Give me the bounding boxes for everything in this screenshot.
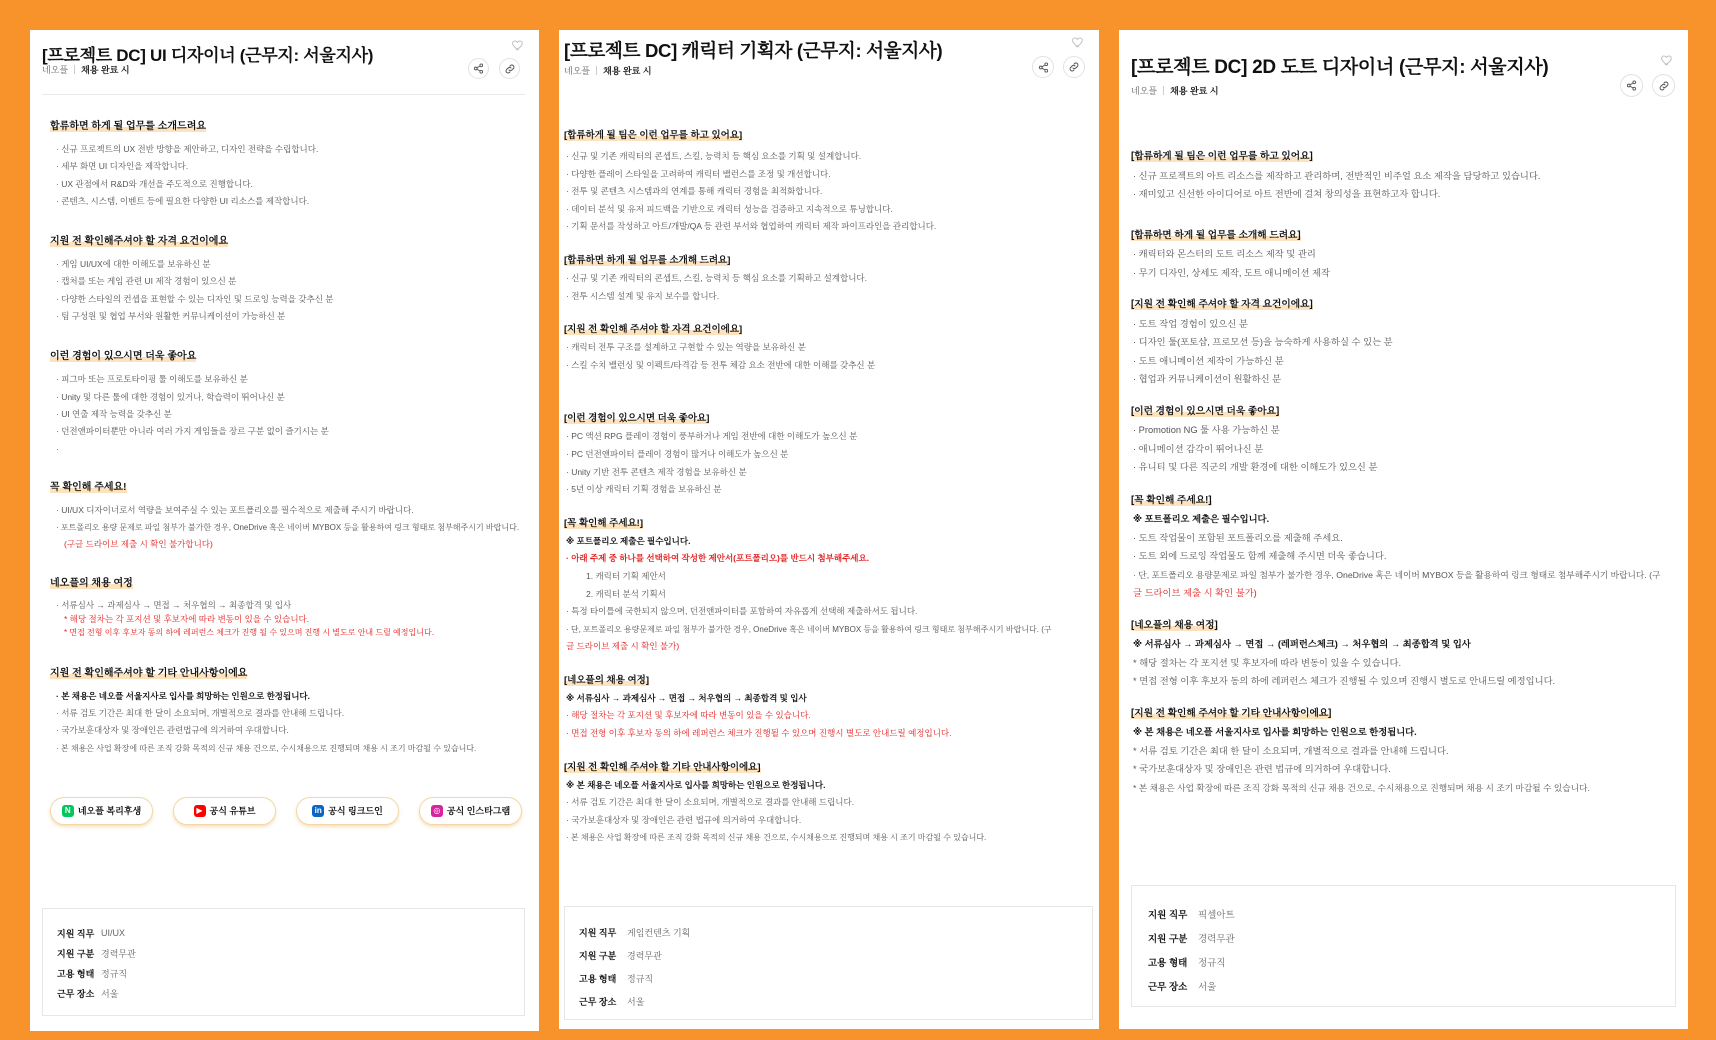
section-heading-text: 합류하면 하게 될 업무를 소개드려요	[50, 121, 207, 132]
list-item-warning: · 해당 절차는 각 포지션 및 후보자에 따라 변동이 있을 수 있습니다.	[566, 710, 811, 721]
list-item: · UI/UX 디자이너로서 역량을 보여주실 수 있는 포트폴리오를 필수적으로 제출해 주시기 바랍니다.	[56, 504, 414, 515]
section-heading	[564, 515, 1089, 533]
section-heading	[50, 478, 525, 498]
share-button[interactable]	[1620, 74, 1643, 97]
company-name: 네오플	[1131, 86, 1158, 96]
post-body	[564, 77, 1089, 847]
list-item: · 협업과 커뮤니케이션이 원활하신 분	[1133, 374, 1282, 384]
link-icon	[504, 63, 516, 75]
section-preferred	[1131, 403, 1678, 477]
list-item: · 본 채용은 사업 확장에 따른 조직 강화 목적의 신규 채용 건으로, 수시채용으로 진행되며 채용 시 조기 마감될 수 있습니다.	[56, 743, 477, 753]
list-item: · 도트 작업 경험이 있으신 분	[1133, 318, 1248, 329]
post-header	[1131, 30, 1678, 97]
section-heading	[564, 410, 1089, 428]
list-item: · 팀 구성원 및 협업 부서와 원활한 커뮤니케이션이 가능하신 분	[56, 311, 286, 322]
summary-key: 지원 직무	[1148, 910, 1188, 921]
section-heading-text: 지원 전 확인해주셔야 할 기타 안내사항이에요	[50, 667, 248, 679]
section-heading-text: [꼭 확인해 주세요!]	[1131, 494, 1212, 506]
summary-row	[1148, 950, 1675, 974]
list-item: · UX 관점에서 R&D와 개선을 주도적으로 진행합니다.	[56, 178, 253, 189]
section-heading-text: [지원 전 확인해 주셔야 할 자격 요건이에요]	[564, 324, 743, 336]
section-team	[1131, 148, 1678, 204]
list-item: · 다양한 플레이 스타일을 고려하여 캐릭터 밸런스를 조정 및 개선합니다.	[566, 168, 831, 179]
summary-value: 서울	[1198, 982, 1217, 993]
list-item: · PC 던전앤파이터 플레이 경험이 많거나 이해도가 높으신 분	[566, 448, 789, 459]
list-item-warning: (구글 드라이브 제출 시 확인 불가합니다)	[64, 539, 213, 550]
section-heading	[1131, 705, 1678, 724]
post-header	[42, 30, 525, 76]
section-heading-text: [이런 경험이 있으시면 더욱 좋아요]	[564, 413, 710, 425]
summary-value: 정규직	[627, 974, 654, 984]
linkedin-link[interactable]	[296, 797, 399, 825]
naver-icon: N	[62, 805, 74, 817]
section-heading	[50, 574, 525, 594]
summary-key: 고용 형태	[1148, 958, 1188, 969]
section-team	[564, 127, 1089, 236]
list-item: · 전투 및 콘텐츠 시스템과의 연계를 통해 캐릭터 경험을 최적화합니다.	[566, 186, 823, 197]
summary-value: 픽셀아트	[1198, 910, 1235, 921]
section-heading-text: 네오플의 채용 여정	[50, 577, 133, 589]
list-item-warning: * 면접 전형 이후 후보자 동의 하에 레퍼런스 체크가 진행 될 수 있으며 진행 시 별도로 안내 드릴 예정입니다.	[64, 627, 434, 637]
list-item: · 신규 및 기존 캐릭터의 콘셉트, 스킬, 능력치 등 핵심 요소를 기획 및 설계합니다.	[566, 151, 862, 161]
pill-label: 공식 인스타그램	[446, 806, 511, 817]
summary-key: 근무 장소	[579, 997, 617, 1007]
list-item: · 데이터 분석 및 유저 피드백을 기반으로 캐릭터 성능을 검증하고 지속적으로 튜닝합니다.	[566, 203, 893, 214]
deadline-label: 채용 완료 시	[81, 64, 130, 75]
list-item: · 재미있고 신선한 아이디어로 아트 전반에 걸쳐 창의성을 표현하고자 합니다.	[1133, 189, 1441, 199]
section-heading-text: 이런 경험이 있으시면 더욱 좋아요	[50, 351, 197, 363]
post-meta	[1131, 84, 1678, 97]
share-icon	[1626, 80, 1637, 91]
section-heading-text: [합류하면 하게 될 업무를 소개해 드려요]	[1131, 229, 1301, 241]
list-item: * 본 채용은 사업 확장에 따른 조직 강화 목적의 신규 채용 건으로, 수시채용으로 진행되며 채용 시 조기 마감될 수 있습니다.	[1133, 782, 1590, 793]
summary-key: 지원 구분	[57, 948, 95, 959]
summary-value: 정규직	[1198, 958, 1226, 969]
list-item: · Unity 기반 전투 콘텐츠 제작 경험을 보유하신 분	[566, 466, 747, 477]
section-duties	[1131, 227, 1678, 283]
instagram-link[interactable]	[419, 797, 522, 825]
section-preferred	[564, 410, 1089, 498]
section-notice	[564, 515, 1089, 656]
section-notice	[1131, 492, 1678, 603]
list-item: · 특정 타이틀에 국한되지 않으며, 던전앤파이터를 포함하여 자유롭게 선택해 제출하셔도 됩니다.	[566, 606, 918, 617]
section-heading	[50, 117, 525, 137]
summary-key: 지원 직무	[57, 928, 95, 939]
company-name: 네오플	[564, 66, 591, 76]
section-requirements	[1131, 296, 1678, 389]
share-button[interactable]	[1032, 56, 1054, 78]
list-item: · Promotion NG 툴 사용 가능하신 분	[1133, 425, 1280, 435]
job-post-card-character-planner	[559, 30, 1099, 1029]
list-item: ※ 본 채용은 네오플 서울지사로 입사를 희망하는 인원으로 한정됩니다.	[1133, 727, 1417, 737]
summary-row	[57, 963, 524, 983]
section-heading	[1131, 148, 1678, 167]
list-item: · 게임 UI/UX에 대한 이해도를 보유하신 분	[56, 259, 211, 270]
section-hiring-process	[1131, 617, 1678, 691]
social-links	[50, 797, 525, 825]
summary-row	[57, 983, 524, 1003]
pill-label: 네오플 복리후생	[77, 806, 142, 817]
section-heading	[1131, 403, 1678, 422]
link-icon	[1658, 80, 1670, 92]
summary-key: 지원 구분	[1148, 934, 1188, 945]
section-heading	[50, 664, 525, 684]
list-item: * 면접 전형 이후 후보자 동의 하에 레퍼런스 체크가 진행될 수 있으며 진행시 별도로 안내드릴 예정입니다.	[1133, 676, 1556, 686]
list-item-warning: · 아래 주제 중 하나를 선택하여 작성한 제안서(포트폴리오)를 반드시 첨부해주세요.	[566, 553, 870, 564]
list-item: · 신규 프로젝트의 UX 전반 방향을 제안하고, 디자인 전략을 수립합니다.	[56, 144, 319, 154]
post-title: [프로젝트 DC] 2D 도트 디자이너 (근무지: 서울지사)	[1131, 57, 1549, 78]
share-icon	[1038, 62, 1049, 73]
list-item: · 국가보훈대상자 및 장애인은 관련법규에 의거하여 우대합니다.	[56, 725, 289, 736]
section-heading	[564, 672, 1089, 690]
summary-row	[579, 921, 1092, 944]
list-item-warning: 글 드라이브 제출 시 확인 불가)	[1133, 588, 1257, 598]
section-other-info	[50, 664, 525, 757]
list-item: · 본 채용은 사업 확장에 따른 조직 강화 목적의 신규 채용 건으로, 수시채용으로 진행되며 채용 시 조기 마감될 수 있습니다.	[566, 833, 987, 843]
list-item-warning: 글 드라이브 제출 시 확인 불가)	[566, 641, 680, 652]
copy-link-button[interactable]	[499, 58, 520, 79]
section-heading	[1131, 227, 1678, 246]
section-heading-text: [합류하게 될 팀은 이런 업무를 하고 있어요]	[564, 130, 743, 141]
list-item: ·	[56, 443, 59, 454]
post-meta	[564, 64, 1089, 77]
summary-value: 서울	[101, 988, 119, 999]
favorite-heart-icon[interactable]	[1071, 35, 1085, 49]
section-hiring-process	[564, 672, 1089, 743]
list-item: · 국가보훈대상자 및 장애인은 관련 법규에 의거하여 우대합니다.	[566, 814, 802, 825]
job-post-card-ui-designer	[30, 30, 539, 1031]
section-heading-text: 꼭 확인해 주세요!	[50, 481, 127, 493]
list-item: · 애니메이션 감각이 뛰어나신 분	[1133, 443, 1264, 454]
section-heading	[1131, 617, 1678, 636]
summary-row	[57, 923, 524, 943]
section-duties	[564, 252, 1089, 305]
section-heading-text: [이런 경험이 있으시면 더욱 좋아요]	[1131, 405, 1280, 417]
list-item: · PC 액션 RPG 플레이 경험이 풍부하거나 게임 전반에 대한 이해도가 높으신 분	[566, 431, 858, 442]
post-header	[564, 30, 1089, 77]
summary-row	[579, 944, 1092, 967]
list-item: · 캐릭터와 몬스터의 도트 리소스 제작 및 관리	[1133, 249, 1316, 259]
section-requirements	[50, 232, 525, 325]
list-item: · 신규 프로젝트의 아트 리소스를 제작하고 관리하며, 전반적인 비주얼 요소 제작을 담당하고 있습니다.	[1133, 170, 1541, 181]
summary-key: 근무 장소	[57, 988, 95, 999]
section-heading	[1131, 296, 1678, 315]
list-item: · 서류 검토 기간은 최대 한 달이 소요되며, 개별적으로 결과를 안내해 드립니다.	[566, 797, 855, 808]
list-item: · 도트 작업물이 포함된 포트폴리오를 제출해 주세요.	[1133, 532, 1343, 543]
link-icon	[1068, 61, 1080, 73]
section-notice	[50, 478, 525, 554]
deadline-label: 채용 완료 시	[603, 66, 652, 76]
youtube-link[interactable]	[173, 797, 276, 825]
list-item: · 단, 포트폴리오 용량문제로 파일 첨부가 불가한 경우, OneDrive 혹은 네이버 MYBOX 등을 활용하여 링크 형태로 첨부해주시기 바랍니다. (구	[1133, 569, 1661, 580]
section-heading-text: [지원 전 확인해 주셔야 할 기타 안내사항이에요]	[1131, 707, 1332, 719]
summary-key: 고용 형태	[579, 974, 617, 984]
list-item: · 전투 시스템 설계 및 유지 보수를 합니다.	[566, 290, 720, 301]
list-item-warning: · 면접 전형 이후 후보자 동의 하에 레퍼런스 체크가 진행될 수 있으며 진행시 별도로 안내드릴 예정입니다.	[566, 728, 952, 739]
favorite-heart-icon[interactable]	[511, 38, 525, 52]
section-heading	[50, 232, 525, 252]
section-heading	[564, 321, 1089, 339]
list-item: · 스킬 수치 밸런싱 및 이펙트/타격감 등 전투 체감 요소 전반에 대한 이해를 갖추신 분	[566, 359, 876, 370]
section-heading-text: [합류하면 하게 될 업무를 소개해 드려요]	[564, 254, 731, 266]
section-other-info	[1131, 705, 1678, 798]
section-heading-text: [네오플의 채용 여정]	[564, 674, 650, 686]
summary-key: 지원 직무	[579, 928, 617, 938]
list-item: · 세부 화면 UI 디자인을 제작합니다.	[56, 161, 189, 172]
section-heading-text: [네오플의 채용 여정]	[1131, 619, 1218, 631]
list-item: · 던전앤파이터뿐만 아니라 여러 가지 게임들을 장르 구분 없이 즐기시는 분	[56, 426, 329, 437]
summary-row	[1148, 926, 1675, 950]
summary-row	[1148, 974, 1675, 998]
list-item: · 디자인 툴(포토샵, 프로모션 등)을 능숙하게 사용하실 수 있는 분	[1133, 337, 1393, 347]
copy-link-button[interactable]	[1063, 56, 1085, 78]
meta-divider	[74, 65, 75, 74]
summary-row	[579, 990, 1092, 1013]
list-item: ※ 서류심사 → 과제심사 → 면접 → 처우협의 → 최종합격 및 입사	[566, 692, 807, 703]
linkedin-icon: in	[312, 805, 324, 817]
section-preferred	[50, 347, 525, 457]
list-item: · 콘텐츠, 시스템, 이벤트 등에 필요한 다양한 UI 리소스를 제작합니다.	[56, 195, 310, 206]
list-item: · 단, 포트폴리오 용량문제로 파일 첨부가 불가한 경우, OneDrive 혹은 네이버 MYBOX 등을 활용하여 링크 형태로 첨부해주시기 바랍니다. (구	[566, 624, 1052, 634]
section-requirements	[564, 321, 1089, 374]
summary-row	[1148, 902, 1675, 926]
list-item: · 서류심사 → 과제심사 → 면접 → 처우협의 → 최종합격 및 입사	[56, 599, 292, 610]
list-item: ※ 서류심사 → 과제심사 → 면접 → (레퍼런스체크) → 처우협의 → 최종합격 및 입사	[1133, 639, 1471, 649]
pill-label: 공식 유튜브	[209, 806, 256, 817]
list-item-sub: 2. 캐릭터 분석 기획서	[586, 588, 666, 599]
list-item: ※ 포트폴리오 제출은 필수입니다.	[1133, 514, 1270, 524]
list-item: · 유니티 및 다른 직군의 개발 환경에 대한 이해도가 있으신 분	[1133, 462, 1378, 472]
list-item: · 다양한 스타일의 컨셉을 표현할 수 있는 디자인 및 드로잉 능력을 갖추신 분	[56, 293, 334, 304]
share-button[interactable]	[468, 58, 489, 79]
summary-value: 정규직	[101, 968, 128, 979]
summary-value: 경력무관	[627, 951, 662, 961]
share-icon	[473, 63, 484, 74]
section-heading	[50, 347, 525, 367]
summary-value: 경력무관	[101, 948, 136, 959]
list-item: · 캡처를 또는 게임 관련 UI 제작 경험이 있으신 분	[56, 276, 237, 287]
summary-value: UI/UX	[101, 928, 126, 938]
copy-link-button[interactable]	[1652, 74, 1675, 97]
section-heading	[564, 252, 1089, 270]
section-heading-text: [합류하게 될 팀은 이런 업무를 하고 있어요]	[1131, 151, 1313, 162]
favorite-heart-icon[interactable]	[1660, 53, 1674, 67]
list-item: · UI 연출 제작 능력을 갖추신 분	[56, 408, 172, 419]
summary-value: 서울	[627, 997, 645, 1007]
section-hiring-process	[50, 574, 525, 640]
list-item: · 무기 디자인, 상세도 제작, 도트 애니메이션 제작	[1133, 267, 1330, 278]
summary-value: 경력무관	[1198, 934, 1235, 945]
pill-label: 공식 링크드인	[328, 806, 383, 817]
summary-key: 고용 형태	[57, 968, 95, 979]
meta-divider	[1163, 86, 1164, 95]
section-heading	[564, 127, 1089, 145]
list-item: ※ 본 채용은 네오플 서울지사로 입사를 희망하는 인원으로 한정됩니다.	[566, 779, 826, 790]
section-heading-text: [지원 전 확인해 주셔야 할 기타 안내사항이에요]	[564, 761, 761, 773]
summary-key: 근무 장소	[1148, 982, 1188, 993]
list-item: · 기획 문서를 작성하고 아트/개발/QA 등 관련 부서와 협업하여 캐릭터 제작 파이프라인을 관리합니다.	[566, 221, 937, 232]
post-body	[42, 95, 525, 825]
section-heading	[564, 759, 1089, 777]
meta-divider	[596, 66, 597, 75]
list-item: * 해당 절차는 각 포지션 및 후보자에 따라 변동이 있을 수 있습니다.	[1133, 657, 1402, 668]
list-item: · 본 채용은 네오플 서울지사로 입사를 희망하는 인원으로 한정됩니다.	[56, 690, 310, 701]
list-item: · 포트폴리오 용량 문제로 파일 첨부가 불가한 경우, OneDrive 혹은 네이버 MYBOX 등을 활용하여 링크 형태로 첨부해주시기 바랍니다.	[56, 523, 520, 533]
list-item: · 캐릭터 전투 구조를 설계하고 구현할 수 있는 역량을 보유하신 분	[566, 342, 806, 353]
job-summary-box	[1131, 885, 1676, 1007]
post-body	[1131, 97, 1678, 797]
job-post-card-2d-dot-designer	[1119, 30, 1688, 1029]
section-other-info	[564, 759, 1089, 847]
list-item: ※ 포트폴리오 제출은 필수입니다.	[566, 535, 691, 546]
post-title: [프로젝트 DC] UI 디자이너 (근무지: 서울지사)	[42, 46, 374, 65]
company-name: 네오플	[42, 64, 69, 75]
list-item: · 피그마 또는 프로토타이핑 툴 이해도를 보유하신 분	[56, 374, 248, 385]
summary-row	[579, 967, 1092, 990]
list-item-warning: * 해당 절차는 각 포지션 및 후보자에 따라 변동이 있을 수 있습니다.	[64, 613, 310, 624]
list-item: · 신규 및 기존 캐릭터의 콘셉트, 스킬, 능력치 등 핵심 요소를 기획하고 설계합니다.	[566, 272, 868, 283]
section-heading-text: [지원 전 확인해 주셔야 할 자격 요건이에요]	[1131, 299, 1313, 310]
section-heading	[1131, 492, 1678, 511]
youtube-icon: ▶	[194, 805, 206, 817]
list-item: · Unity 및 다른 툴에 대한 경험이 있거나, 학습력이 뛰어나신 분	[56, 391, 285, 402]
section-heading-text: 지원 전 확인해주셔야 할 자격 요건이에요	[50, 236, 229, 248]
deadline-label: 채용 완료 시	[1170, 86, 1219, 96]
summary-key: 지원 구분	[579, 951, 617, 961]
summary-row	[57, 943, 524, 963]
instagram-icon: ◎	[431, 805, 443, 817]
post-title: [프로젝트 DC] 캐릭터 기획자 (근무지: 서울지사)	[564, 40, 943, 61]
section-duties	[50, 117, 525, 210]
list-item: * 서류 검토 기간은 최대 한 달이 소요되며, 개별적으로 결과를 안내해 드립니다.	[1133, 745, 1449, 756]
benefits-link[interactable]	[50, 797, 153, 825]
job-summary-box	[42, 908, 525, 1016]
section-heading-text: [꼭 확인해 주세요!]	[564, 517, 644, 529]
job-summary-box	[564, 906, 1093, 1020]
list-item: · 5년 이상 캐릭터 기획 경험을 보유하신 분	[566, 484, 722, 495]
list-item-sub: 1. 캐릭터 기획 제안서	[586, 570, 666, 581]
summary-value: 게임컨텐츠 기획	[627, 928, 691, 938]
list-item: · 도트 애니메이션 제작이 가능하신 분	[1133, 355, 1284, 366]
list-item: * 국가보훈대상자 및 장애인은 관련 법규에 의거하여 우대합니다.	[1133, 764, 1391, 774]
list-item: · 도트 외에 드로잉 작업물도 함께 제출해 주시면 더욱 좋습니다.	[1133, 551, 1387, 561]
list-item: · 서류 검토 기간은 최대 한 달이 소요되며, 개별적으로 결과를 안내해 드립니다.	[56, 708, 345, 719]
